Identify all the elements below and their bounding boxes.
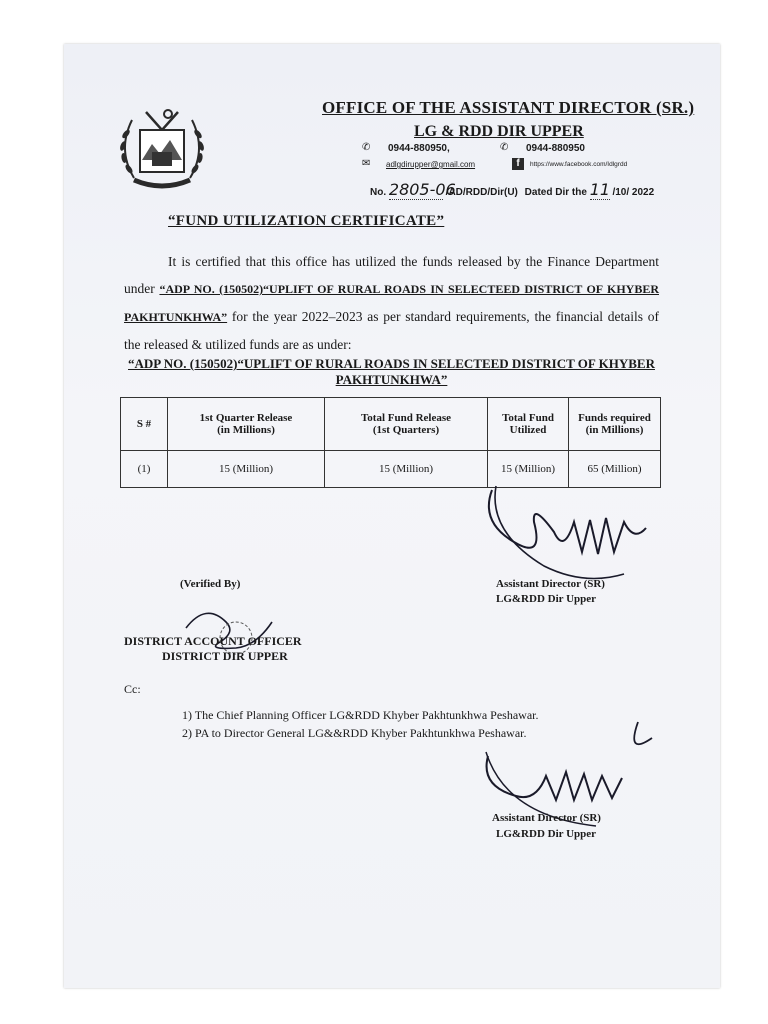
col-total-utilized-l1: Total Fund [502,412,554,424]
cell-utilized: 15 (Million) [488,451,569,488]
col-quarter-release-l1: 1st Quarter Release [199,412,293,424]
para-intro: It is certified that this office has utilized the funds released by the Finance Department under [124,254,659,296]
facebook-icon: f [512,158,524,170]
facebook-link: https://www.facebook.com/Idlgrdd [530,161,628,168]
adp-subheading: “ADP NO. (150502)“UPLIFT OF RURAL ROADS IN SELECTEED DISTRICT OF KHYBER PAKHTUNKHWA” [128,356,655,387]
government-seal [112,100,212,196]
department-heading: LG & RDD DIR UPPER [414,123,584,140]
ref-no-handwritten: 2805-06 [388,180,456,199]
cell-required: 65 (Million) [569,451,661,488]
cell-sno: (1) [121,451,168,488]
reference-line [370,180,654,200]
phone-number-1: 0944-880950, [388,143,450,154]
para-details: for the year 2022–2023 as per standard requirements, the financial details of the released & utilized funds are as under: [124,309,659,352]
signatory-office-2: LG&RDD Dir Upper [496,828,597,840]
cc-label: Cc: [124,682,141,696]
col-total-utilized-l2: Utilized [509,424,547,436]
col-quarter-release [168,398,325,451]
col-total-release-l2: (1st Quarters) [372,424,440,436]
dao-district: DISTRICT DIR UPPER [162,649,288,663]
office-heading: OFFICE OF THE ASSISTANT DIRECTOR (SR.) [322,98,695,117]
col-total-release-l1: Total Fund Release [360,412,452,424]
col-sno: S # [121,398,168,451]
ref-no-label: No. [370,187,387,198]
cell-total-release: 15 (Million) [325,451,488,488]
signatory-title-2: Assistant Director (SR) [492,812,601,824]
signature-scribble [474,482,654,592]
verified-by-label: (Verified By) [180,578,241,590]
cell-quarter-release: 15 (Million) [168,451,325,488]
email-address: adlgdirupper@gmail.com [386,160,476,169]
phone-icon: ✆ [362,142,371,153]
dao-title: DISTRICT ACCOUNT OFFICER [124,634,302,648]
col-total-release [325,398,488,451]
cc-item-2: 2) PA to Director General LG&&RDD Khyber Pakhtunkhwa Peshawar. [182,726,527,740]
phone-icon: ✆ [500,142,509,153]
fund-table [120,397,661,488]
signatory-title-1: Assistant Director (SR) [496,578,605,590]
col-total-utilized [488,398,569,451]
ref-office: /AD/RDD/Dir(U) [445,187,518,198]
certificate-title: “FUND UTILIZATION CERTIFICATE” [168,213,445,229]
dated-label: Dated Dir the [524,187,587,198]
certificate-paragraph [124,248,659,358]
para-adp-reference: “ADP NO. (150502)“UPLIFT OF RURAL ROADS IN SELECTEED DISTRICT OF KHYBER PAKHTUNKHWA” [124,282,659,324]
date-rest: /10/ 2022 [612,187,655,198]
cc-item-1: 1) The Chief Planning Officer LG&RDD Khyber Pakhtunkhwa Peshawar. [182,708,539,722]
col-funds-required [569,398,661,451]
signatory-office-1: LG&RDD Dir Upper [496,593,597,605]
phone-number-2: 0944-880950 [526,143,585,154]
date-day: 11 [589,180,611,199]
col-quarter-release-l2: (in Millions) [217,424,275,436]
email-icon: ✉ [362,158,371,169]
col-funds-required-l2: (in Millions) [585,424,644,436]
col-funds-required-l1: Funds required [578,412,651,424]
table-header-row [121,398,661,451]
